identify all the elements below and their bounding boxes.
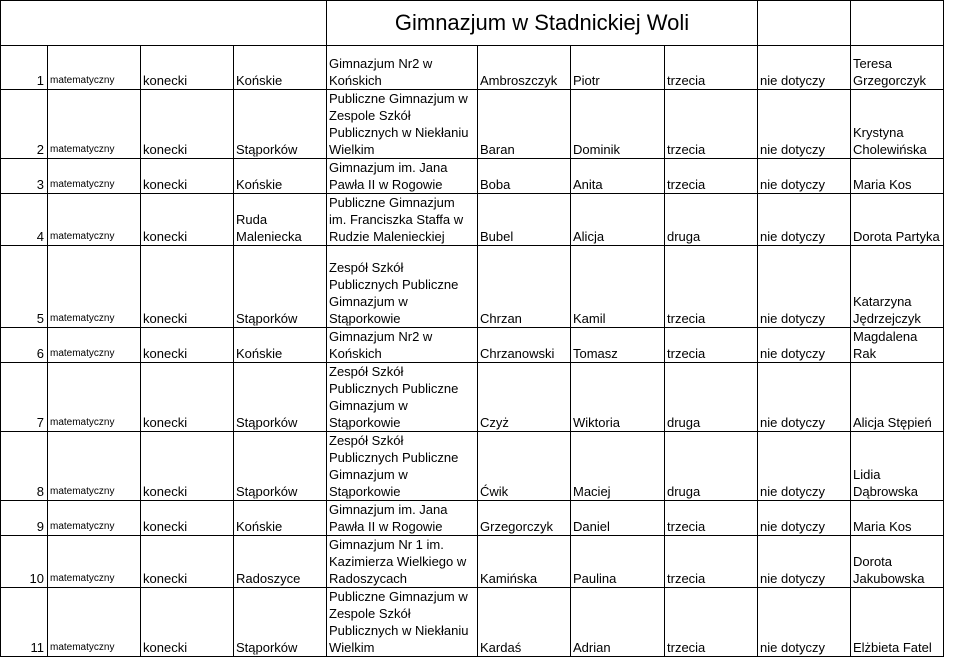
cell-county[interactable]: konecki — [141, 46, 234, 90]
table-row — [1, 46, 944, 90]
cell-subject[interactable]: matematyczny — [48, 194, 141, 246]
cell-grade[interactable]: trzecia — [665, 159, 758, 194]
cell-status[interactable]: nie dotyczy — [758, 328, 851, 363]
cell-school[interactable]: Publiczne Gimnazjum w Zespole Szkół Publicznych w Niekłaniu Wielkim — [327, 588, 478, 657]
cell-subject[interactable]: matematyczny — [48, 246, 141, 328]
cell-number[interactable]: 6 — [1, 328, 48, 363]
cell-number[interactable]: 11 — [1, 588, 48, 657]
cell-town[interactable]: Końskie — [234, 159, 327, 194]
cell-school[interactable]: Publiczne Gimnazjum im. Franciszka Staffa w Rudzie Malenieckiej — [327, 194, 478, 246]
cell-number[interactable]: 7 — [1, 363, 48, 432]
cell-subject[interactable]: matematyczny — [48, 46, 141, 90]
cell-teacher[interactable]: Katarzyna Jędrzejczyk — [851, 246, 944, 328]
cell-subject[interactable]: matematyczny — [48, 501, 141, 536]
cell-town[interactable]: Końskie — [234, 328, 327, 363]
table-row — [1, 501, 944, 536]
cell-surname[interactable]: Kardaś — [478, 588, 571, 657]
cell-grade[interactable]: trzecia — [665, 328, 758, 363]
cell-town[interactable]: Ruda Maleniecka — [234, 194, 327, 246]
cell-surname[interactable]: Chrzanowski — [478, 328, 571, 363]
cell-grade[interactable]: trzecia — [665, 501, 758, 536]
cell-town[interactable]: Końskie — [234, 501, 327, 536]
cell-teacher[interactable]: Elżbieta Fatel — [851, 588, 944, 657]
cell-county[interactable]: konecki — [141, 194, 234, 246]
cell-county[interactable]: konecki — [141, 246, 234, 328]
cell-surname[interactable]: Ambroszczyk — [478, 46, 571, 90]
cell-number[interactable]: 1 — [1, 46, 48, 90]
cell-teacher[interactable]: Magdalena Rak — [851, 328, 944, 363]
cell-subject[interactable]: matematyczny — [48, 588, 141, 657]
cell-school[interactable]: Zespół Szkół Publicznych Publiczne Gimnazjum w Stąporkowie — [327, 363, 478, 432]
cell-county[interactable]: konecki — [141, 432, 234, 501]
cell-first-name[interactable]: Anita — [571, 159, 665, 194]
cell-status[interactable]: nie dotyczy — [758, 159, 851, 194]
table-row — [1, 328, 944, 363]
cell-teacher[interactable]: Krystyna Cholewińska — [851, 90, 944, 159]
cell-teacher[interactable]: Teresa Grzegorczyk — [851, 46, 944, 90]
cell-teacher[interactable]: Dorota Partyka — [851, 194, 944, 246]
cell-county[interactable]: konecki — [141, 159, 234, 194]
cell-surname[interactable]: Chrzan — [478, 246, 571, 328]
cell-subject[interactable]: matematyczny — [48, 432, 141, 501]
cell-school[interactable]: Gimnazjum Nr2 w Końskich — [327, 328, 478, 363]
page-title[interactable]: Gimnazjum w Stadnickiej Woli — [327, 1, 758, 46]
cell-surname[interactable]: Boba — [478, 159, 571, 194]
cell-surname[interactable]: Ćwik — [478, 432, 571, 501]
cell-school[interactable]: Zespół Szkół Publicznych Publiczne Gimnazjum w Stąporkowie — [327, 246, 478, 328]
cell-first-name[interactable]: Alicja — [571, 194, 665, 246]
cell-school[interactable]: Zespół Szkół Publicznych Publiczne Gimnazjum w Stąporkowie — [327, 432, 478, 501]
cell-grade[interactable]: trzecia — [665, 246, 758, 328]
cell-first-name[interactable]: Adrian — [571, 588, 665, 657]
cell-town[interactable]: Stąporków — [234, 246, 327, 328]
table-row — [1, 159, 944, 194]
cell-county[interactable]: konecki — [141, 363, 234, 432]
cell-subject[interactable]: matematyczny — [48, 363, 141, 432]
cell-teacher[interactable]: Maria Kos — [851, 501, 944, 536]
cell-subject[interactable]: matematyczny — [48, 159, 141, 194]
table-row — [1, 194, 944, 246]
cell-status[interactable]: nie dotyczy — [758, 46, 851, 90]
cell-number[interactable]: 5 — [1, 246, 48, 328]
cell-status[interactable]: nie dotyczy — [758, 588, 851, 657]
table-row — [1, 363, 944, 432]
cell-town[interactable]: Radoszyce — [234, 536, 327, 588]
cell-number[interactable]: 10 — [1, 536, 48, 588]
cell-first-name[interactable]: Wiktoria — [571, 363, 665, 432]
cell-surname[interactable]: Czyż — [478, 363, 571, 432]
cell-grade[interactable]: trzecia — [665, 46, 758, 90]
cell-subject[interactable]: matematyczny — [48, 536, 141, 588]
cell-grade[interactable]: druga — [665, 194, 758, 246]
cell-status[interactable]: nie dotyczy — [758, 501, 851, 536]
cell-school[interactable]: Publiczne Gimnazjum w Zespole Szkół Publicznych w Niekłaniu Wielkim — [327, 90, 478, 159]
cell-first-name[interactable]: Paulina — [571, 536, 665, 588]
cell-county[interactable]: konecki — [141, 328, 234, 363]
cell-teacher[interactable]: Maria Kos — [851, 159, 944, 194]
cell-town[interactable]: Stąporków — [234, 90, 327, 159]
cell-town[interactable]: Stąporków — [234, 363, 327, 432]
cell-status[interactable]: nie dotyczy — [758, 246, 851, 328]
cell-grade[interactable]: druga — [665, 363, 758, 432]
cell-teacher[interactable]: Lidia Dąbrowska — [851, 432, 944, 501]
cell-school[interactable]: Gimnazjum Nr2 w Końskich — [327, 46, 478, 90]
cell-first-name[interactable]: Daniel — [571, 501, 665, 536]
cell-surname[interactable]: Grzegorczyk — [478, 501, 571, 536]
table-row — [1, 432, 944, 501]
cell-number[interactable]: 4 — [1, 194, 48, 246]
cell-teacher[interactable]: Alicja Stępień — [851, 363, 944, 432]
cell-subject[interactable]: matematyczny — [48, 90, 141, 159]
cell-status[interactable]: nie dotyczy — [758, 363, 851, 432]
cell-status[interactable]: nie dotyczy — [758, 90, 851, 159]
cell-first-name[interactable]: Piotr — [571, 46, 665, 90]
cell-county[interactable]: konecki — [141, 588, 234, 657]
cell-town[interactable]: Końskie — [234, 46, 327, 90]
cell-status[interactable]: nie dotyczy — [758, 536, 851, 588]
table-row — [1, 588, 944, 657]
cell-teacher[interactable]: Dorota Jakubowska — [851, 536, 944, 588]
cell-number[interactable]: 9 — [1, 501, 48, 536]
cell-first-name[interactable]: Dominik — [571, 90, 665, 159]
cell-status[interactable]: nie dotyczy — [758, 432, 851, 501]
cell-surname[interactable]: Bubel — [478, 194, 571, 246]
table-row — [1, 90, 944, 159]
cell-subject[interactable]: matematyczny — [48, 328, 141, 363]
cell-town[interactable]: Stąporków — [234, 432, 327, 501]
cell-grade[interactable]: trzecia — [665, 588, 758, 657]
cell-school[interactable]: Gimnazjum im. Jana Pawła II w Rogowie — [327, 501, 478, 536]
cell-surname[interactable]: Baran — [478, 90, 571, 159]
cell-grade[interactable]: trzecia — [665, 536, 758, 588]
cell-first-name[interactable]: Kamil — [571, 246, 665, 328]
cell-first-name[interactable]: Maciej — [571, 432, 665, 501]
cell-number[interactable]: 8 — [1, 432, 48, 501]
cell-number[interactable]: 3 — [1, 159, 48, 194]
cell-grade[interactable]: trzecia — [665, 90, 758, 159]
cell-grade[interactable]: druga — [665, 432, 758, 501]
cell-county[interactable]: konecki — [141, 501, 234, 536]
cell-first-name[interactable]: Tomasz — [571, 328, 665, 363]
title-row — [1, 1, 944, 46]
cell-county[interactable]: konecki — [141, 536, 234, 588]
cell-town[interactable]: Stąporków — [234, 588, 327, 657]
cell-school[interactable]: Gimnazjum im. Jana Pawła II w Rogowie — [327, 159, 478, 194]
table-row — [1, 536, 944, 588]
cell-county[interactable]: konecki — [141, 90, 234, 159]
cell-surname[interactable]: Kamińska — [478, 536, 571, 588]
cell-school[interactable]: Gimnazjum Nr 1 im. Kazimierza Wielkiego w Radoszycach — [327, 536, 478, 588]
cell-number[interactable]: 2 — [1, 90, 48, 159]
cell-status[interactable]: nie dotyczy — [758, 194, 851, 246]
table-row — [1, 246, 944, 328]
